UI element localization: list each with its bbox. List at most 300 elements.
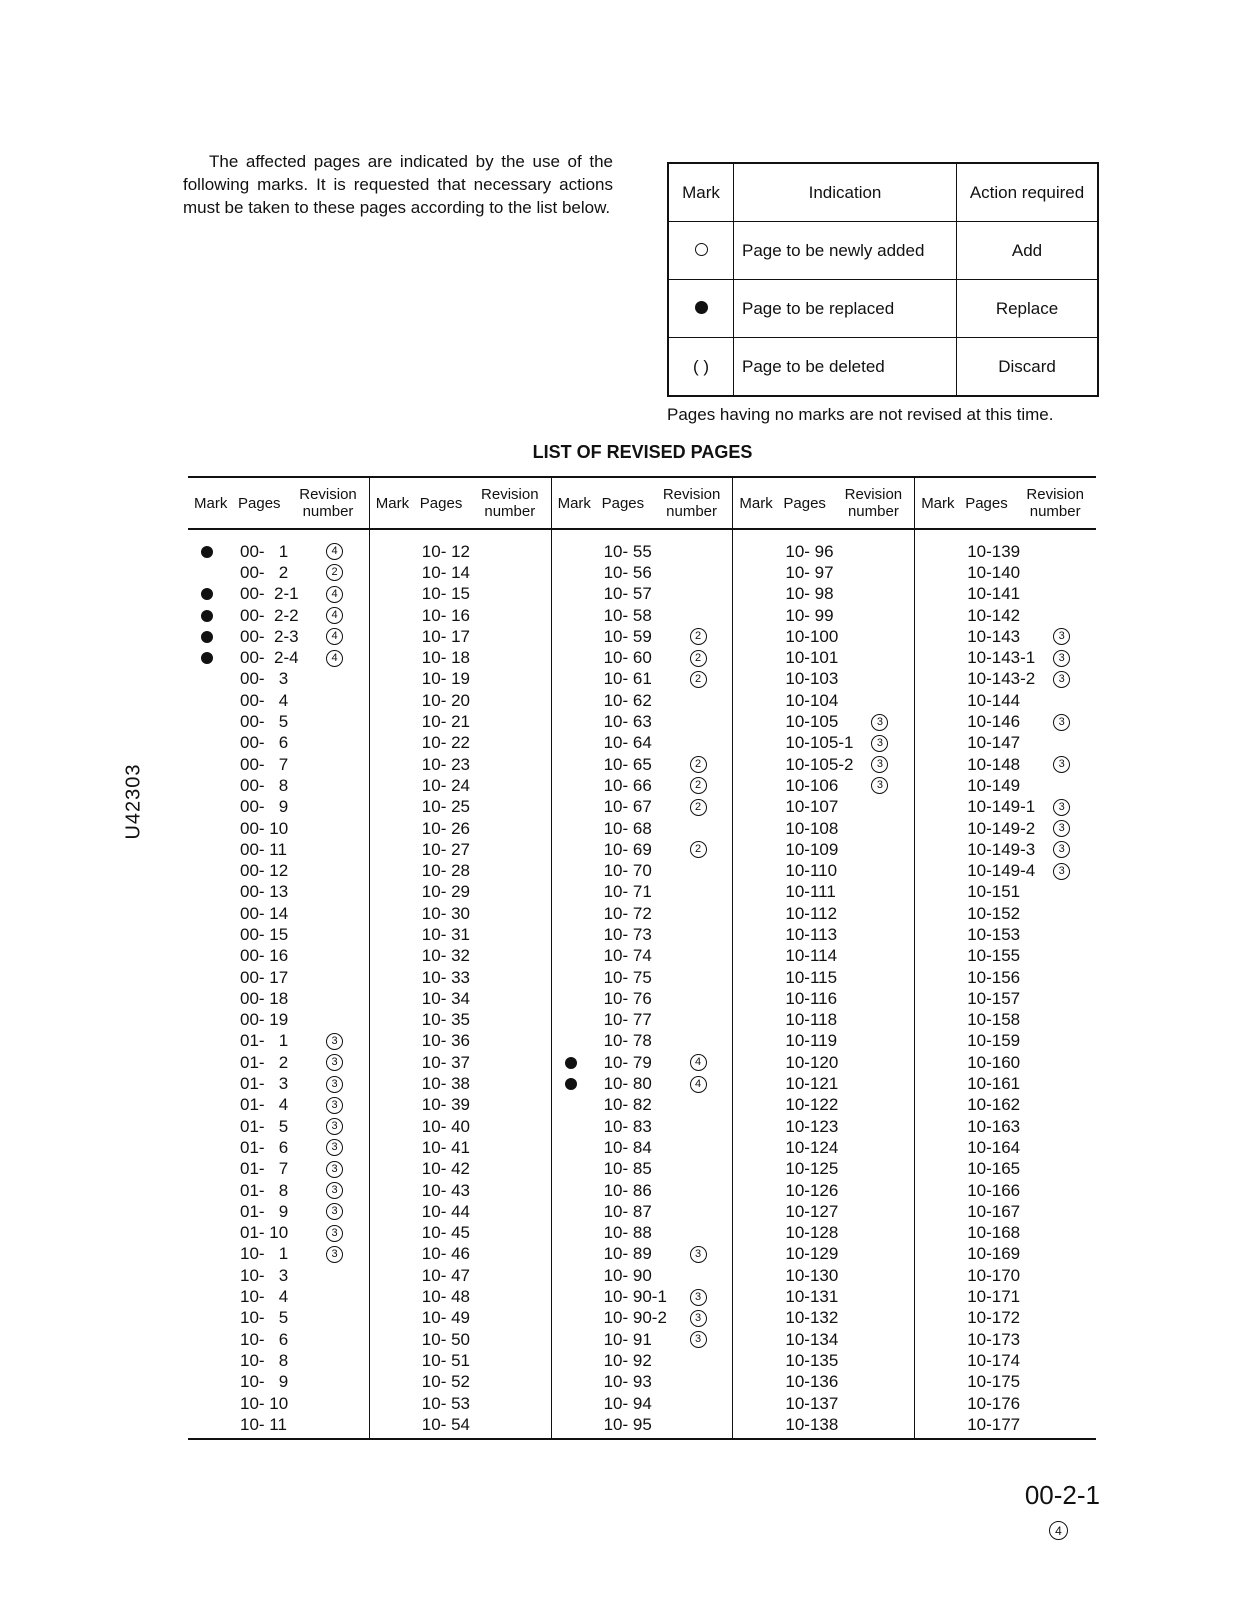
row-page: 10- 88 [603,1223,652,1243]
row-revision [871,735,901,752]
table-row [370,733,551,754]
row-page: 10-105-1 [785,733,854,753]
legend-row-replace [668,280,1098,338]
row-revision [326,1139,356,1156]
table-row [370,1244,551,1265]
row-page: 00- 5 [240,712,289,732]
filled-circle-icon [201,610,213,622]
table-row [915,839,1096,860]
revision-circle: 3 [1053,863,1070,880]
table-row [370,1159,551,1180]
row-revision [1053,841,1083,858]
table-row [552,626,733,647]
table-row [552,562,733,583]
legend-action: Add [957,222,1099,280]
legend-table [667,162,1099,397]
revision-circle: 3 [690,1310,707,1327]
row-page: 10- 18 [421,648,470,668]
table-row [188,647,369,668]
legend-action: Discard [957,338,1099,397]
row-page: 10-108 [785,818,839,838]
row-page: 10- 64 [603,733,652,753]
row-revision [1053,714,1083,731]
filled-circle-icon [201,631,213,643]
row-page: 10-121 [785,1074,839,1094]
row-page: 10- 1 [240,1244,289,1264]
row-page: 10-130 [785,1265,839,1285]
row-page: 10-165 [967,1159,1021,1179]
row-page: 10- 67 [603,797,652,817]
row-revision [1053,820,1083,837]
row-page: 10- 78 [603,1031,652,1051]
revision-circle: 3 [1053,799,1070,816]
row-page: 10-120 [785,1052,839,1072]
revision-circle: 3 [326,1076,343,1093]
table-row [370,647,551,668]
table-row [552,1095,733,1116]
row-page: 10- 69 [603,839,652,859]
row-page: 10-105-2 [785,754,854,774]
table-row [733,1329,914,1350]
table-row [552,1031,733,1052]
row-revision [326,1118,356,1135]
row-page: 10-158 [967,1010,1021,1030]
table-row [552,1073,733,1094]
legend-header-row [668,163,1098,222]
table-row [915,1095,1096,1116]
row-page: 00- 6 [240,733,289,753]
row-page: 10-106 [785,775,839,795]
row-revision [326,586,356,603]
filled-circle-icon [201,546,213,558]
table-row [188,733,369,754]
header-mark: Mark [921,494,955,512]
table-row [188,605,369,626]
table-row [915,882,1096,903]
row-page: 10-110 [785,861,838,881]
row-page: 10-114 [785,946,838,966]
revision-circle: 4 [326,607,343,624]
table-row [370,1031,551,1052]
table-row [552,967,733,988]
table-row [915,988,1096,1009]
table-row [733,1286,914,1307]
row-page: 00- 13 [240,882,289,902]
row-page: 01- 1 [240,1031,289,1051]
row-page: 10- 96 [785,541,834,561]
table-row [188,754,369,775]
table-column [551,478,733,1438]
filled-circle-icon [565,1057,577,1069]
row-page: 10-153 [967,924,1021,944]
filled-circle-icon [565,1078,577,1090]
row-page: 10-177 [967,1414,1021,1434]
table-row [552,754,733,775]
row-page: 10- 34 [421,988,470,1008]
row-page: 10-115 [785,967,838,987]
revision-circle: 3 [1053,650,1070,667]
row-page: 10-174 [967,1350,1021,1370]
row-page: 10- 45 [421,1223,470,1243]
row-page: 00- 7 [240,754,289,774]
row-page: 10-139 [967,541,1021,561]
row-page: 10-111 [785,882,836,902]
row-page: 10- 98 [785,584,834,604]
row-page: 10-171 [967,1287,1021,1307]
row-mark [188,588,226,600]
row-page: 00- 16 [240,946,289,966]
row-page: 10-132 [785,1308,839,1328]
row-page: 10- 22 [421,733,470,753]
row-page: 10- 85 [603,1159,652,1179]
row-page: 10- 89 [603,1244,652,1264]
row-revision [690,1331,720,1348]
table-row [188,1010,369,1031]
header-mark: Mark [194,494,228,512]
row-page: 10- 19 [421,669,470,689]
row-page: 10- 15 [421,584,470,604]
page-revision-badge: 4 [1049,1521,1068,1540]
table-row [188,1095,369,1116]
table-row [733,711,914,732]
row-page: 10- 95 [603,1414,652,1434]
table-row [915,1052,1096,1073]
table-row [733,860,914,881]
row-revision [690,799,720,816]
row-page: 10- 76 [603,988,652,1008]
row-revision [690,777,720,794]
table-row [370,1010,551,1031]
row-page: 10-161 [967,1074,1021,1094]
row-page: 10- 70 [603,861,652,881]
table-row [915,1031,1096,1052]
table-row [552,1180,733,1201]
row-page: 10- 9 [240,1372,289,1392]
row-page: 10-131 [785,1287,839,1307]
table-row [733,541,914,562]
table-row [915,818,1096,839]
table-row [370,1201,551,1222]
row-page: 10- 73 [603,924,652,944]
table-row [370,1308,551,1329]
table-row [370,903,551,924]
table-row [188,1244,369,1265]
header-revision-line2: number [666,503,718,520]
row-page: 10-159 [967,1031,1021,1051]
row-page: 10- 16 [421,605,470,625]
table-row [188,711,369,732]
table-row [188,839,369,860]
row-page: 10-162 [967,1095,1021,1115]
row-page: 10-166 [967,1180,1021,1200]
row-page: 00- 12 [240,861,289,881]
table-row [188,690,369,711]
table-column [188,478,369,1438]
row-revision [690,671,720,688]
table-row [370,541,551,562]
row-page: 00- 8 [240,775,289,795]
table-row [915,903,1096,924]
revision-circle: 2 [690,628,707,645]
table-row [552,1265,733,1286]
row-page: 10-147 [967,733,1021,753]
table-row [552,1159,733,1180]
table-row [733,733,914,754]
row-page: 01- 7 [240,1159,289,1179]
table-row [915,946,1096,967]
open-circle-icon [695,243,708,256]
row-mark [188,546,226,558]
legend-row-add [668,222,1098,280]
table-row [552,1308,733,1329]
table-row [370,584,551,605]
revision-circle: 3 [871,714,888,731]
table-row [733,1308,914,1329]
row-page: 10- 62 [603,690,652,710]
row-page: 10- 80 [603,1074,652,1094]
table-row [915,1414,1096,1435]
row-page: 10- 72 [603,903,652,923]
table-row [370,669,551,690]
table-row [552,1393,733,1414]
row-page: 10- 26 [421,818,470,838]
table-row [733,903,914,924]
row-page: 10-170 [967,1265,1021,1285]
table-row [733,1414,914,1435]
column-header [370,478,551,530]
row-page: 10-157 [967,988,1021,1008]
revision-circle: 3 [326,1203,343,1220]
revision-circle: 3 [1053,671,1070,688]
row-page: 10- 46 [421,1244,470,1264]
table-row [370,1372,551,1393]
column-header [188,478,369,530]
table-row [552,1350,733,1371]
row-mark [552,1078,590,1090]
table-row [188,818,369,839]
table-row [915,1137,1096,1158]
table-row [552,1329,733,1350]
header-revision [294,486,362,520]
table-row [552,839,733,860]
table-row [552,818,733,839]
table-row [552,924,733,945]
table-row [370,562,551,583]
row-page: 10- 17 [421,626,470,646]
table-row [552,584,733,605]
row-page: 10- 29 [421,882,470,902]
row-revision [1053,863,1083,880]
row-revision [326,1182,356,1199]
header-mark: Mark [557,494,591,512]
row-revision [326,607,356,624]
table-row [188,1201,369,1222]
row-page: 10- 63 [603,712,652,732]
table-row [188,1414,369,1435]
table-row [370,967,551,988]
row-page: 10- 82 [603,1095,652,1115]
row-page: 01- 5 [240,1116,289,1136]
row-page: 10- 75 [603,967,652,987]
table-row [188,946,369,967]
table-row [733,1010,914,1031]
header-revision [1021,486,1089,520]
revision-circle: 3 [326,1033,343,1050]
header-pages: Pages [965,494,1008,512]
table-row [552,669,733,690]
row-page: 10- 25 [421,797,470,817]
column-header [552,478,733,530]
table-row [188,626,369,647]
revision-circle: 2 [690,799,707,816]
table-row [188,1116,369,1137]
table-row [552,647,733,668]
row-revision [1053,799,1083,816]
row-revision [690,756,720,773]
table-row [915,1265,1096,1286]
row-page: 00- 10 [240,818,289,838]
row-page: 10- 53 [421,1393,470,1413]
table-row [733,1393,914,1414]
header-revision-line1: Revision [481,486,539,503]
table-row [370,946,551,967]
table-row [188,584,369,605]
row-page: 10- 60 [603,648,652,668]
row-page: 10-164 [967,1137,1021,1157]
row-page: 10- 33 [421,967,470,987]
row-page: 10-119 [785,1031,838,1051]
table-row [370,860,551,881]
table-row [552,903,733,924]
legend-row-discard [668,338,1098,397]
table-row [733,647,914,668]
row-page: 00- 2 [240,562,289,582]
table-row [733,924,914,945]
revision-circle: 3 [871,777,888,794]
row-page: 10-104 [785,690,839,710]
revision-circle: 3 [1053,756,1070,773]
table-row [552,1201,733,1222]
row-page: 10- 35 [421,1010,470,1030]
row-page: 10-137 [785,1393,839,1413]
row-page: 10- 91 [603,1329,652,1349]
row-page: 10- 23 [421,754,470,774]
row-page: 10-116 [785,988,838,1008]
row-page: 10- 59 [603,626,652,646]
row-page: 00- 2-2 [240,605,299,625]
row-revision [690,1310,720,1327]
filled-circle-icon [695,301,708,314]
table-row [188,882,369,903]
table-row [915,733,1096,754]
table-row [188,1393,369,1414]
row-page: 10-149-1 [967,797,1036,817]
row-page: 00- 18 [240,988,289,1008]
header-revision [476,486,544,520]
row-page: 10-141 [967,584,1021,604]
revision-circle: 4 [326,628,343,645]
row-page: 10-169 [967,1244,1021,1264]
row-page: 10-142 [967,605,1021,625]
side-code: U42303 [122,763,145,840]
table-row [552,775,733,796]
table-row [370,1329,551,1350]
row-page: 01- 10 [240,1223,289,1243]
table-row [188,967,369,988]
table-row [733,1031,914,1052]
row-page: 10-128 [785,1223,839,1243]
header-revision-line2: number [302,503,354,520]
row-page: 10-149-2 [967,818,1036,838]
row-revision [326,1033,356,1050]
table-row [552,1116,733,1137]
row-page: 10- 5 [240,1308,289,1328]
row-revision [1053,756,1083,773]
row-page: 10-123 [785,1116,839,1136]
table-row [915,669,1096,690]
row-page: 10-140 [967,562,1021,582]
table-row [915,711,1096,732]
row-page: 10-176 [967,1393,1021,1413]
table-row [188,1329,369,1350]
table-row [552,797,733,818]
row-revision [690,628,720,645]
row-revision [690,1054,720,1071]
row-revision [690,1289,720,1306]
table-row [552,1286,733,1307]
revision-circle: 3 [326,1139,343,1156]
table-row [552,1010,733,1031]
table-row [915,584,1096,605]
row-revision [326,564,356,581]
table-row [188,1223,369,1244]
table-row [370,711,551,732]
row-page: 10- 12 [421,541,470,561]
row-page: 01- 4 [240,1095,289,1115]
row-page: 00- 19 [240,1010,289,1030]
row-mark [188,652,226,664]
row-page: 10- 20 [421,690,470,710]
row-page: 10-125 [785,1159,839,1179]
row-revision [690,1076,720,1093]
table-row [552,690,733,711]
table-row [733,669,914,690]
table-row [188,903,369,924]
legend-indication: Page to be newly added [734,222,957,280]
row-page: 10- 30 [421,903,470,923]
table-row [733,1159,914,1180]
table-row [370,1095,551,1116]
table-row [915,541,1096,562]
table-row [915,1116,1096,1137]
table-row [370,882,551,903]
row-page: 00- 2-1 [240,584,299,604]
row-page: 10-156 [967,967,1021,987]
table-row [733,775,914,796]
row-page: 10-168 [967,1223,1021,1243]
row-page: 10- 52 [421,1372,470,1392]
row-page: 10- 87 [603,1201,652,1221]
row-revision [690,650,720,667]
table-row [188,669,369,690]
revision-circle: 3 [326,1161,343,1178]
table-row [733,1265,914,1286]
table-row [552,541,733,562]
table-row [188,1286,369,1307]
table-row [370,839,551,860]
table-row [733,584,914,605]
row-revision [690,841,720,858]
